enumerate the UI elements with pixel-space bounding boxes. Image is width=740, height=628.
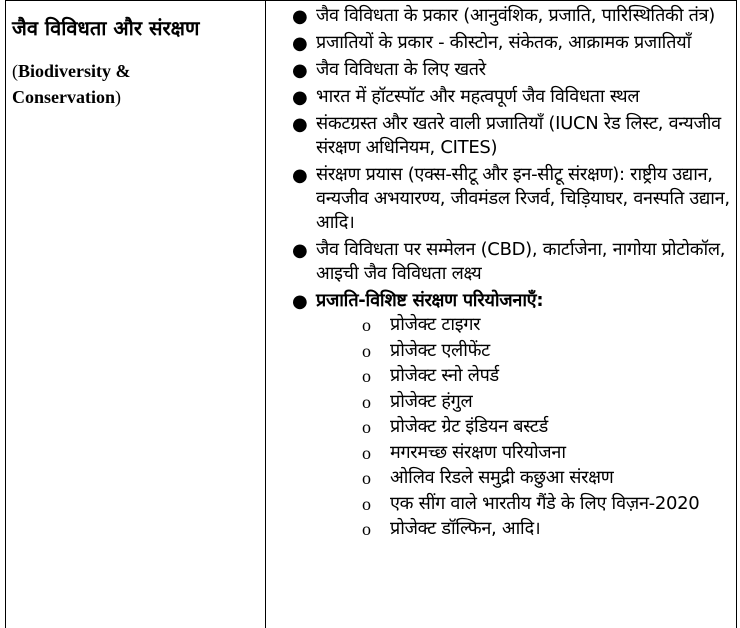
list-item: ● प्रजातियों के प्रकार - कीस्टोन, संकेतक, आक्रामक प्रजातियाँ: [292, 32, 692, 54]
list-item: ● जैव विविधता पर सम्मेलन (CBD), कार्टाजेना, नागोया प्रोटोकॉल, आइची जैव विविधता लक्ष्य: [292, 239, 726, 284]
circle-bullet-icon: o: [362, 468, 371, 488]
bullet-icon: ●: [292, 240, 308, 261]
sub-bullet-list: [316, 313, 736, 542]
bullet-icon: ●: [292, 114, 308, 135]
bullet-icon: ●: [292, 165, 308, 186]
sub-list-item: o प्रोजेक्ट डॉल्फिन, आदि।: [362, 517, 736, 542]
circle-bullet-icon: o: [362, 391, 371, 412]
circle-bullet-icon: o: [362, 417, 371, 437]
bullet-icon: ●: [292, 33, 308, 54]
circle-bullet-icon: o: [362, 340, 371, 361]
list-item: ● जैव विविधता के प्रकार (आनुवंशिक, प्रजाति, पारिस्थितिकी तंत्र): [292, 5, 715, 27]
sub-list-item: o प्रोजेक्ट हंगुल: [362, 390, 736, 415]
bullet-icon: ●: [292, 60, 308, 81]
sub-list-item: o प्रोजेक्ट टाइगर: [362, 313, 736, 338]
sub-list-item: o प्रोजेक्ट स्नो लेपर्ड: [362, 364, 736, 389]
sub-list-item: o प्रोजेक्ट एलीफेंट: [362, 339, 736, 364]
circle-bullet-icon: o: [362, 366, 371, 386]
sub-list-item: o मगरमच्छ संरक्षण परियोजना: [362, 441, 736, 466]
list-item-projects: [290, 289, 736, 542]
bullet-icon: ●: [292, 6, 308, 27]
sub-list-item: o एक सींग वाले भारतीय गैंडे के लिए विज़न-2020: [362, 492, 736, 517]
table-border-top: [5, 0, 737, 1]
circle-bullet-icon: o: [362, 315, 371, 335]
circle-bullet-icon: o: [362, 493, 371, 514]
topic-cell: [12, 14, 260, 110]
sub-list-item: o ओलिव रिडले समुद्री कछुआ संरक्षण: [362, 466, 736, 491]
list-item: ● संकटग्रस्त और खतरे वाली प्रजातियाँ (IUCN रेड लिस्ट, वन्यजीव संरक्षण अधिनियम, CITES): [292, 113, 721, 158]
list-item: ● जैव विविधता के लिए खतरे: [292, 59, 486, 81]
list-item: ● भारत में हॉटस्पॉट और महत्वपूर्ण जैव विविधता स्थल: [292, 86, 640, 108]
table-border-left: [5, 0, 6, 628]
topic-title-english: (Biodiversity & Conservation): [12, 61, 131, 107]
topic-title-hindi: जैव विविधता और संरक्षण: [12, 16, 200, 40]
content-cell: [290, 4, 736, 545]
bullet-icon: ●: [292, 291, 308, 312]
table-column-divider: [265, 0, 266, 628]
circle-bullet-icon: o: [362, 442, 371, 463]
table-border-right: [736, 0, 737, 628]
bullet-icon: ●: [292, 87, 308, 108]
bullet-list: [290, 4, 736, 542]
sub-list-item: o प्रोजेक्ट ग्रेट इंडियन बस्टर्ड: [362, 415, 736, 440]
list-item: ● संरक्षण प्रयास (एक्स-सीटू और इन-सीटू संरक्षण): राष्ट्रीय उद्यान, वन्यजीव अभयारण्य, जीवमंडल रिजर्व, चिड़ियाघर, वनस्पति उद्यान, आदि।: [292, 164, 730, 233]
projects-heading: प्रजाति-विशिष्ट संरक्षण परियोजनाएँ:: [316, 290, 544, 311]
circle-bullet-icon: o: [362, 519, 371, 539]
